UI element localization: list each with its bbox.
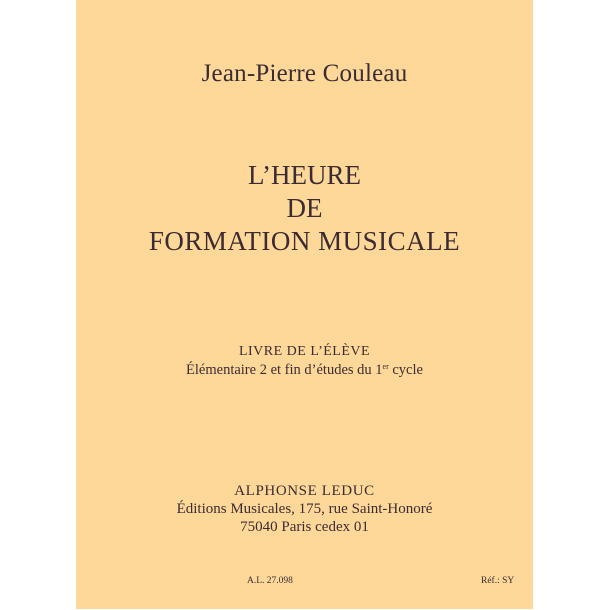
subtitle-suffix: cycle: [388, 362, 423, 378]
subtitle-superscript: er: [382, 362, 389, 371]
reference-code: Réf.: SY: [481, 576, 515, 586]
title-line-2: DE: [286, 193, 323, 223]
author-name: Jean-Pierre Couleau: [201, 60, 408, 87]
publisher-address-line-2: 75040 Paris cedex 01: [240, 519, 369, 535]
book-cover: [76, 0, 533, 609]
title-line-1: L’HEURE: [248, 160, 361, 190]
catalog-number: A.L. 27.098: [247, 576, 293, 586]
title-line-3: FORMATION MUSICALE: [148, 226, 461, 256]
subtitle-line-2: [76, 362, 533, 379]
publisher-address-line-1: Éditions Musicales, 175, rue Saint-Honoré: [176, 501, 433, 517]
publisher-name: ALPHONSE LEDUC: [234, 483, 375, 499]
subtitle-prefix: Élémentaire 2 et fin d’études du 1: [186, 362, 383, 378]
subtitle-line-1: LIVRE DE L’ÉLÈVE: [238, 344, 371, 359]
